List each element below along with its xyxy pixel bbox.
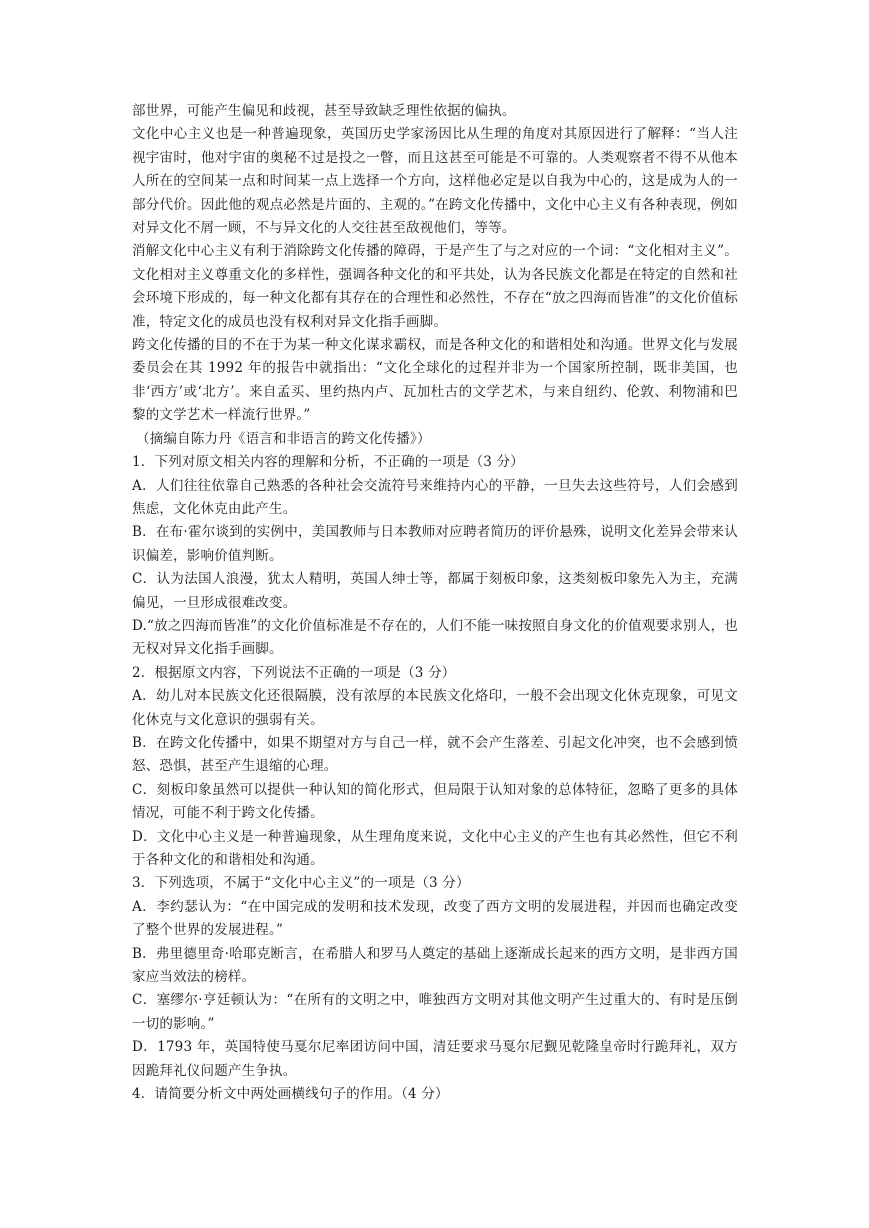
question-2-option-c: C．刻板印象虽然可以提供一种认知的简化形式，但局限于认知对象的总体特征，忽略了更多的具体情况，可能不利于跨文化传播。 bbox=[132, 781, 738, 822]
paragraph-continuation: 部世界，可能产生偏见和歧视，甚至导致缺乏理性依据的偏执。 bbox=[132, 103, 516, 119]
question-2-option-a: A．幼儿对本民族文化还很隔膜，没有浓厚的本民族文化烙印，一般不会出现文化休克现象，可见文化休克与文化意识的强弱有关。 bbox=[132, 688, 738, 728]
question-2-option-d: D．文化中心主义是一种普遍现象，从生理角度来说，文化中心主义的产生也有其必然性，但它不利于各种文化的和谐相处和沟通。 bbox=[132, 828, 738, 868]
question-3-option-a: A．李约瑟认为：“在中国完成的发明和技术发现，改变了西方文明的发展进程，并因而也确定改变了整个世界的发展进程。” bbox=[132, 898, 738, 939]
paragraph-cross-cultural-purpose: 跨文化传播的目的不在于为某一种文化谋求霸权，而是各种文化的和谐相处和沟通。世界文化与发展委员会在其 1992 年的报告中就指出：“文化全球化的过程并非为一个国家所控制，既非美国，也非‘西方’或‘北方’。来自孟买、里约热内卢、瓦加杜古的文学艺术，与来自纽约、伦敦、利物浦和巴黎的文学艺术一样流行世界。” bbox=[132, 337, 738, 424]
question-1-option-a: A．人们往往依靠自己熟悉的各种社会交流符号来维持内心的平静，一旦失去这些符号，人们会感到焦虑，文化休克由此产生。 bbox=[132, 477, 738, 517]
paragraph-cultural-centrism: 文化中心主义也是一种普遍现象，英国历史学家汤因比从生理的角度对其原因进行了解释：“当人注视宇宙时，他对宇宙的奥秘不过是投之一瞥，而且这甚至可能是不可靠的。人类观察者不得不从他本人所在的空间某一点和时间某一点上选择一个方向，这样他必定是以自我为中心的，这是成为人的一部分代价。因此他的观点必然是片面的、主观的。”在跨文化传播中，文化中心主义有各种表现，例如对异文化不屑一顾，不与异文化的人交往甚至敌视他们，等等。 bbox=[132, 126, 738, 237]
question-3-option-d: D．1793 年，英国特使马戛尔尼率团访问中国，清廷要求马戛尔尼觐见乾隆皇帝时行跪拜礼，双方因跪拜礼仪问题产生争执。 bbox=[132, 1039, 738, 1079]
question-1-option-d: D.“放之四海而皆准”的文化价值标准是不存在的，人们不能一味按照自身文化的价值观要求别人，也无权对异文化指手画脚。 bbox=[132, 617, 738, 658]
question-3-option-b: B．弗里德里奇·哈耶克断言，在希腊人和罗马人奠定的基础上逐渐成长起来的西方文明，是非西方国家应当效法的榜样。 bbox=[132, 945, 738, 986]
question-1: 1．下列对原文相关内容的理解和分析，不正确的一项是（3 分） bbox=[132, 454, 524, 471]
question-3-option-c: C．塞缪尔·亨廷顿认为：“在所有的文明之中，唯独西方文明对其他文明产生过重大的、有时是压倒一切的影响。” bbox=[132, 992, 738, 1032]
question-1-option-c: C．认为法国人浪漫，犹太人精明，英国人绅士等，都属于刻板印象，这类刻板印象先入为主，充满偏见，一旦形成很难改变。 bbox=[132, 571, 738, 611]
question-2: 2．根据原文内容，下列说法不正确的一项是（3 分） bbox=[132, 664, 456, 681]
question-1-option-b: B．在布·霍尔谈到的实例中，美国教师与日本教师对应聘者简历的评价悬殊，说明文化差异会带来认识偏差，影响价值判断。 bbox=[132, 524, 738, 564]
document-body bbox=[132, 100, 738, 1106]
source-citation: （摘编自陈力丹《语言和非语言的跨文化传播》） bbox=[136, 430, 431, 447]
question-3: 3．下列选项，不属于“文化中心主义”的一项是（3 分） bbox=[132, 875, 470, 892]
paragraph-cultural-relativism: 消解文化中心主义有利于消除跨文化传播的障碍，于是产生了与之对应的一个词：“文化相对主义”。文化相对主义尊重文化的多样性，强调各种文化的和平共处，认为各民族文化都是在特定的自然和社会环境下形成的，每一种文化都有其存在的合理性和必然性，不存在“放之四海而皆准”的文化价值标准，特定文化的成员也没有权利对异文化指手画脚。 bbox=[132, 243, 738, 330]
question-2-option-b: B．在跨文化传播中，如果不期望对方与自己一样，就不会产生落差、引起文化冲突，也不会感到愤怒、恐惧，甚至产生退缩的心理。 bbox=[132, 734, 738, 775]
question-4: 4．请简要分析文中两处画横线句子的作用。（4 分） bbox=[132, 1086, 449, 1103]
